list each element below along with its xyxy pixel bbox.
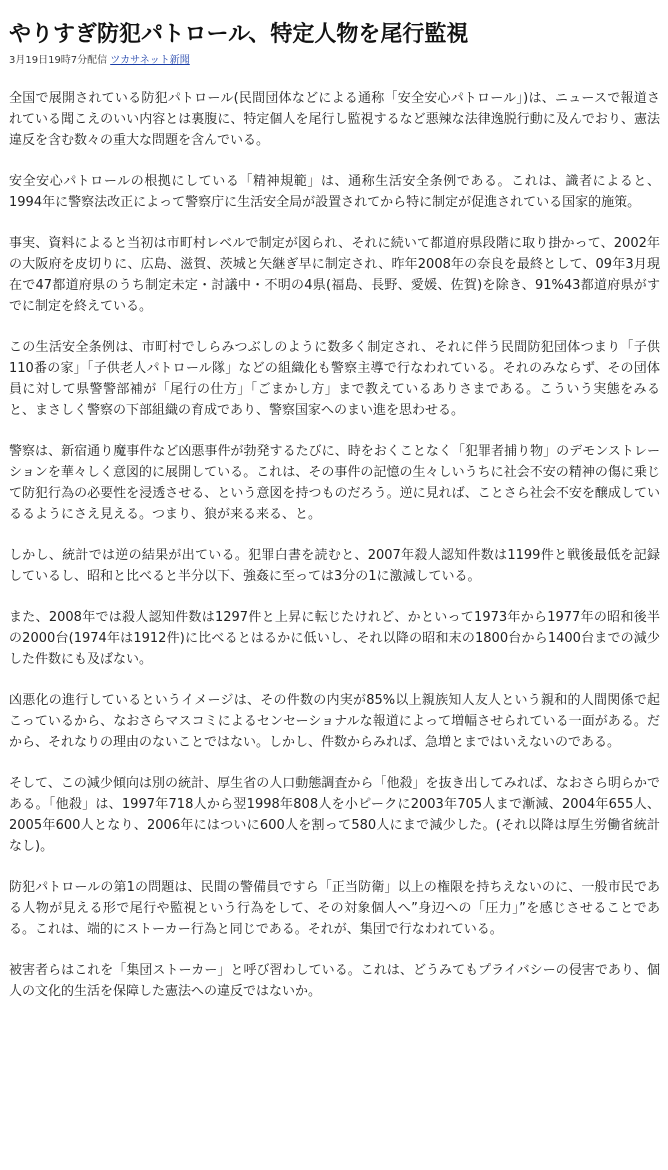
paragraph: そして、この減少傾向は別の統計、厚生省の人口動態調査から「他殺」を抜き出してみれば、なおさら明らかである。「他殺」は、1997年718人から翌1998年808人を小ピークに2003年705人まで漸減、2004年655人、2005年600人となり、2006年にはついに600人を割って580人にまで減少した。(それ以降は厚生労働省統計なし)。 bbox=[9, 776, 660, 854]
paragraph: この生活安全条例は、市町村でしらみつぶしのように数多く制定され、それに伴う民間防犯団体つまり「子供110番の家」「子供老人パトロール隊」などの組織化も警察主導で行なわれている。それのみならず、その団体員に対して県警警部補が「尾行の仕方」「ごまかし方」まで教えているありさまである。こういう実態をみると、まさしく警察の下部組織の育成であり、警察国家へのまい進を思わせる。 bbox=[9, 340, 660, 418]
paragraph: 防犯パトロールの第1の問題は、民間の警備員ですら「正当防衛」以上の権限を持ちえないのに、一般市民である人物が見える形で尾行や監視という行為をして、その対象個人へ”身辺への「圧力」”を感じさせることである。これは、端的にストーカー行為と同じである。それが、集団で行なわれている。 bbox=[9, 880, 660, 937]
paragraph: しかし、統計では逆の結果が出ている。犯罪白書を読むと、2007年殺人認知件数は1199件と戦後最低を記録しているし、昭和と比べると半分以下、強姦に至っては3分の1に激減している。 bbox=[9, 548, 660, 584]
paragraph: 被害者らはこれを「集団ストーカー」と呼び習わしている。これは、どうみてもプライバシーの侵害であり、個人の文化的生活を保障した憲法への違反ではないか。 bbox=[9, 963, 660, 999]
paragraph: 凶悪化の進行しているというイメージは、その件数の内実が85%以上親族知人友人という親和的人間関係で起こっているから、なおさらマスコミによるセンセーショナルな報道によって増幅させられている一面がある。だから、それなりの理由のないことではない。しかし、件数からみれば、急増とまではいえないのである。 bbox=[9, 693, 660, 750]
article-title: やりすぎ防犯パトロール、特定人物を尾行監視 bbox=[9, 22, 469, 47]
paragraph: 安全安心パトロールの根拠にしている「精神規範」は、通称生活安全条例である。これは、識者によると、1994年に警察法改正によって警察庁に生活安全局が設置されてから特に制定が促進されている国家的施策。 bbox=[9, 174, 660, 210]
article-date: 3月19日19時7分配信 bbox=[9, 55, 108, 66]
article-byline bbox=[9, 54, 660, 68]
paragraph: 事実、資料によると当初は市町村レベルで制定が図られ、それに続いて都道府県段階に取り掛かって、2002年の大阪府を皮切りに、広島、滋賀、茨城と矢継ぎ早に制定され、昨年2008年の奈良を最終として、09年3月現在で47都道府県のうち制定未定・討議中・不明の4県(福島、長野、愛媛、佐賀)を除き、91%43都道府県がすでに制定を終えている。 bbox=[9, 236, 660, 314]
paragraph: 警察は、新宿通り魔事件など凶悪事件が勃発するたびに、時をおくことなく「犯罪者捕り物」のデモンストレーションを華々しく意図的に展開している。これは、その事件の記憶の生々しいうちに社会不安の精神の傷に乗じて防犯行為の必要性を浸透させる、という意図を持つものだろう。逆に見れば、ことさら社会不安を醸成しているるようにさえ見える。つまり、狼が来る来る、と。 bbox=[9, 444, 660, 522]
paragraph: 全国で展開されている防犯パトロール(民間団体などによる通称「安全安心パトロール」)は、ニュースで報道されている聞こえのいい内容とは裏腹に、特定個人を尾行し監視するなど悪辣な法律逸脱行動に及んでおり、憲法違反を含む数々の重大な問題を含んでいる。 bbox=[9, 91, 660, 148]
article-body bbox=[9, 88, 660, 1002]
source-link[interactable]: ツカサネット新聞 bbox=[110, 55, 190, 66]
paragraph: また、2008年では殺人認知件数は1297件と上昇に転じたけれど、かといって1973年から1977年の昭和後半の2000台(1974年は1912件)に比べるとはるかに低いし、それ以降の昭和末の1800台から1400台までの減少した件数にも及ばない。 bbox=[9, 610, 660, 667]
